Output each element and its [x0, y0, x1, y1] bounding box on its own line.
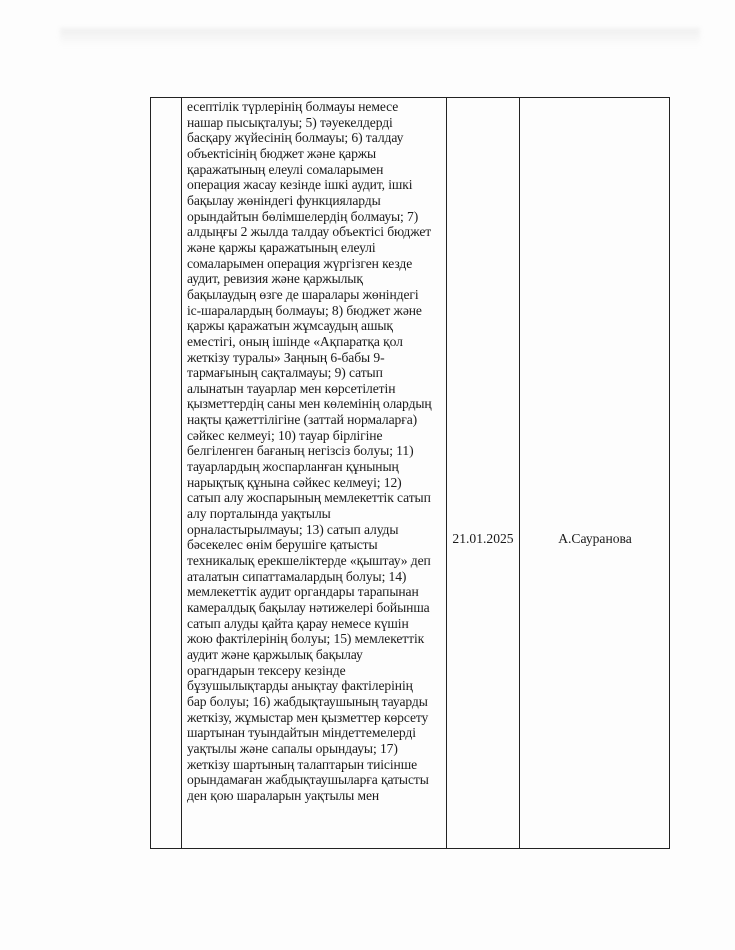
row-responsible: А.Сауранова: [558, 531, 632, 546]
column-divider-2: [446, 98, 447, 848]
row-description: есептілік түрлерінің болмауы немесе нашар пысықталуы; 5) тәуекелдерді басқару жүйесінің болмауы; 6) талдау объектісінің бюджет және қаржы қаражатының елеулі сомаларымен операция жасау кезінде ішкі аудит, ішкі бақылау жөніндегі функцияларды орындайтын бөлімшелердің болмауы; 7) алдыңғы 2 жылда талдау объектісі бюджет және қаржы қаражатының елеулі сомаларымен операция жүргізген кезде аудит, ревизия және қаржылық бақылаудың өзге де шаралары жөніндегі іс-шаралардың болмауы; 8) бюджет және қаржы қаражатын жұмсаудың ашық еместігі, оның ішінде «Ақпаратқа қол жеткізу туралы» Заңның 6-бабы 9- тармағының сақталмауы; 9) сатып алынатын тауарлар мен көрсетілетін қызметтердің саны мен көлемінің олардың нақты қажеттілігіне (заттай нормаларға) сәйкес келмеуі; 10) тауар бірлігіне белгіленген бағаның негізсіз болуы; 11) тауарлардың жоспарланған құнының нарықтық құнына сәйкес келмеуі; 12) сатып алу жоспарының мемлекеттік сатып алу порталында уақтылы орналастырылмауы; 13) сатып алуды бәсекелес өнім берушіге қатысты техникалық ерекшеліктерде «қыштау» деп аталатын сипаттамалардың болуы; 14) мемлекеттік аудит органдары тарапынан камералдық бақылау нәтижелері бойынша сатып алуды қайта қарау немесе күшін жою фактілерінің болуы; 15) мемлекеттік аудит және қаржылық бақылау орагндарын тексеру кезінде бұзушылықтарды анықтау фактілерінің бар болуы; 16) жабдықтаушының тауарды жеткізу, жұмыстар мен қызметтер көрсету шартынан туындайтын міндеттемелерді уақтылы және сапалы орындауы; 17) жеткізу шартының талаптарын тиісінше орындамаған жабдықтаушыларға қатысты ден қою шараларын уақтылы мен: [187, 99, 432, 803]
document-table: [150, 97, 670, 849]
row-date: 21.01.2025: [452, 531, 514, 546]
column-divider-3: [519, 98, 520, 848]
scan-shadow: [60, 28, 700, 46]
